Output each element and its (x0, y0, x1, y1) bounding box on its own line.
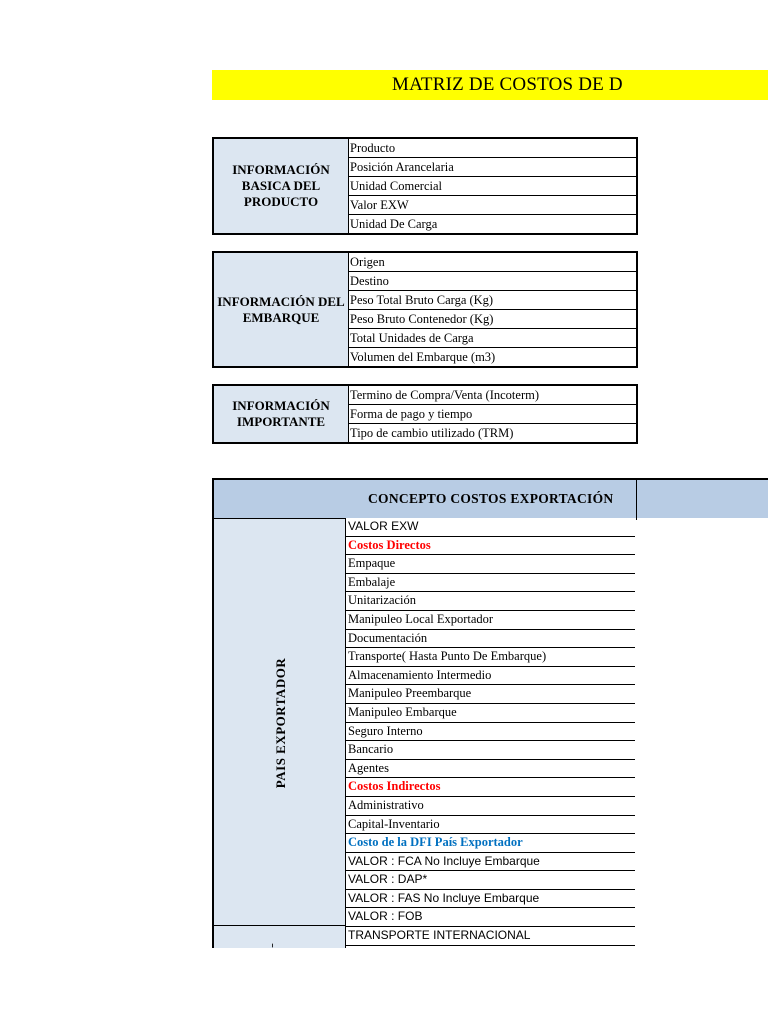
info-field-label[interactable]: Total Unidades de Carga (349, 329, 638, 348)
info-field-label[interactable]: Tipo de cambio utilizado (TRM) (349, 424, 638, 444)
info-row (213, 138, 637, 158)
cost-row[interactable]: Manipuleo Preembarque (346, 685, 635, 704)
cost-row[interactable]: Costo de la DFI País Exportador (346, 834, 635, 853)
cost-row[interactable]: VALOR : FCA No Incluye Embarque (346, 853, 635, 872)
info-field-label[interactable]: Producto (349, 138, 638, 158)
header-divider (636, 480, 637, 520)
info-section-header: INFORMACIÓN BASICA DEL PRODUCTO (213, 138, 349, 234)
info-section-header: INFORMACIÓN DEL EMBARQUE (213, 252, 349, 367)
cost-row[interactable]: Bancario (346, 741, 635, 760)
info-section-header: INFORMACIÓN IMPORTANTE (213, 385, 349, 443)
next-section-block (212, 926, 346, 948)
cost-row[interactable]: Costos Indirectos (346, 778, 635, 797)
cost-row[interactable]: TRANSPORTE INTERNACIONAL (346, 927, 635, 946)
cost-row[interactable]: Manipuleo Embarque (346, 704, 635, 723)
cost-row[interactable]: VALOR : DAP* (346, 871, 635, 890)
info-row (213, 252, 637, 272)
info-field-label[interactable]: Termino de Compra/Venta (Incoterm) (349, 385, 638, 405)
cost-row[interactable]: Transporte( Hasta Punto De Embarque) (346, 648, 635, 667)
cost-rows (346, 518, 635, 946)
cost-row[interactable]: Administrativo (346, 797, 635, 816)
next-section-mark: ˉ (268, 943, 283, 948)
cost-row[interactable]: Capital-Inventario (346, 816, 635, 835)
cost-row[interactable]: VALOR : FOB (346, 908, 635, 927)
cost-row[interactable]: VALOR EXW (346, 518, 635, 537)
info-field-label[interactable]: Peso Total Bruto Carga (Kg) (349, 291, 638, 310)
cost-row[interactable]: Documentación (346, 630, 635, 649)
cost-row[interactable]: Unitarización (346, 592, 635, 611)
info-field-label[interactable]: Peso Bruto Contenedor (Kg) (349, 310, 638, 329)
info-field-label[interactable]: Forma de pago y tiempo (349, 405, 638, 424)
cost-row[interactable]: Manipuleo Local Exportador (346, 611, 635, 630)
costs-header-label: CONCEPTO COSTOS EXPORTACIÓN (368, 491, 614, 506)
basic-info-table (212, 137, 638, 235)
info-field-label[interactable]: Destino (349, 272, 638, 291)
cost-row[interactable]: Embalaje (346, 574, 635, 593)
cost-row[interactable]: Costos Directos (346, 537, 635, 556)
cost-row[interactable]: Agentes (346, 760, 635, 779)
info-field-label[interactable]: Unidad Comercial (349, 177, 638, 196)
shipment-info-table (212, 251, 638, 368)
cost-row[interactable]: Empaque (346, 555, 635, 574)
info-field-label[interactable]: Volumen del Embarque (m3) (349, 348, 638, 368)
cost-row[interactable]: Seguro Interno (346, 723, 635, 742)
sheet-title: MATRIZ DE COSTOS DE D (392, 74, 623, 95)
info-field-label[interactable]: Origen (349, 252, 638, 272)
costs-header (212, 478, 768, 518)
exporter-country-label: PAIS EXPORTADOR (273, 657, 288, 789)
info-field-label[interactable]: Posición Arancelaria (349, 158, 638, 177)
important-info-table (212, 384, 638, 444)
export-costs-section (212, 478, 768, 948)
info-row (213, 385, 637, 405)
info-field-label[interactable]: Unidad De Carga (349, 215, 638, 235)
title-bar (212, 70, 768, 100)
info-field-label[interactable]: Valor EXW (349, 196, 638, 215)
exporter-country-block (212, 518, 346, 926)
cost-row[interactable]: VALOR : FAS No Incluye Embarque (346, 890, 635, 909)
cost-row[interactable]: Almacenamiento Intermedio (346, 667, 635, 686)
